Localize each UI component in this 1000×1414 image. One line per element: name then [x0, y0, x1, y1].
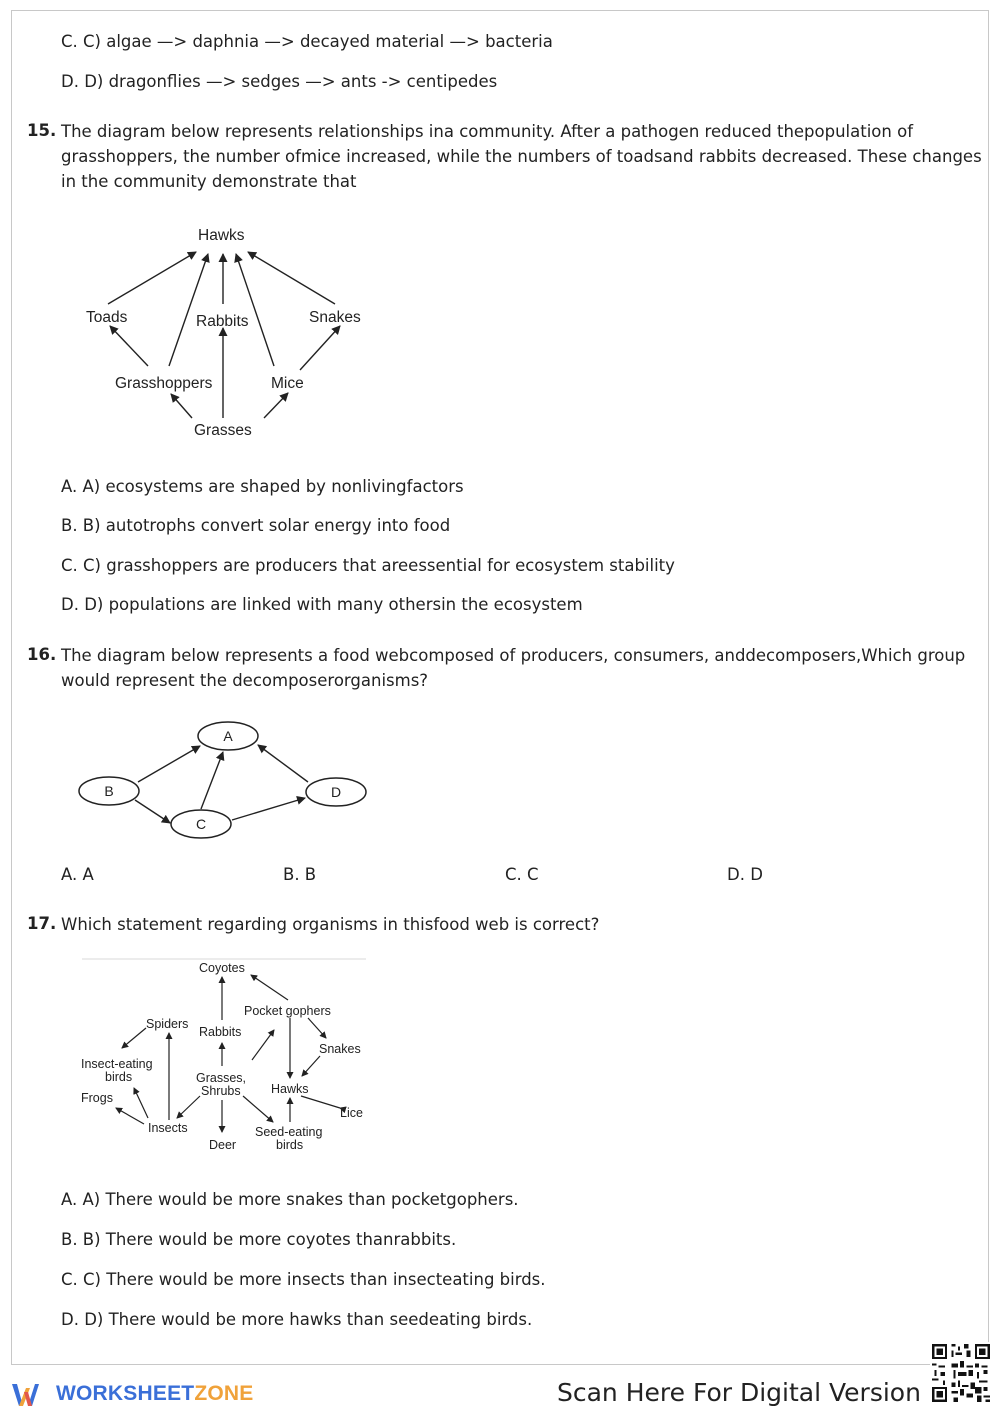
arrow-grasshoppers-toads [110, 326, 148, 366]
label-seed-eating-birds: Seed-eating [255, 1125, 323, 1139]
label-grasses: Grasses [194, 422, 252, 439]
label-grasshoppers: Grasshoppers [115, 375, 213, 392]
q17-food-web-diagram [70, 950, 380, 1160]
q15-food-web-diagram [70, 212, 390, 462]
arrow-grasses-grasshoppers [171, 394, 192, 418]
q14-option-c[interactable]: C. C) algae —> daphnia —> decayed material —> bacteria [61, 32, 553, 51]
arrow-mice-snakes [300, 326, 340, 370]
q16-number: 16. [27, 645, 57, 664]
arrow-grasses-gophers [252, 1030, 274, 1060]
q17-option-d[interactable]: D. D) There would be more hawks than seedeating birds. [61, 1310, 533, 1329]
label-toads: Toads [86, 309, 128, 326]
arrow-c-a [201, 752, 223, 809]
q17-option-b[interactable]: B. B) There would be more coyotes thanrabbits. [61, 1230, 457, 1249]
arrow-spiders-birds [122, 1028, 146, 1048]
q16-food-web-diagram [70, 712, 380, 847]
arrow-b-c [135, 800, 170, 823]
q17-option-c[interactable]: C. C) There would be more insects than insecteating birds. [61, 1270, 546, 1289]
q16-option-a[interactable]: A. A [61, 865, 94, 884]
brand-name-a: WORKSHEET [56, 1382, 195, 1405]
label-deer: Deer [209, 1138, 237, 1152]
label-rabbits: Rabbits [196, 313, 249, 330]
w-logo-icon [10, 1378, 50, 1410]
q15-text-line: in the community demonstrate that [61, 172, 357, 191]
label-hawks: Hawks [271, 1082, 309, 1096]
label-frogs: Frogs [81, 1091, 113, 1105]
q15-option-d[interactable]: D. D) populations are linked with many othersin the ecosystem [61, 595, 583, 614]
node-c-label: C [195, 816, 207, 832]
qr-code-icon[interactable] [930, 1342, 992, 1404]
arrow-grasses-mice [264, 393, 288, 418]
arrow-mice-hawks [236, 254, 274, 366]
arrow-gophers-coyotes [251, 975, 288, 1000]
label-mice: Mice [271, 375, 304, 392]
q16-option-c[interactable]: C. C [505, 865, 539, 884]
arrow-gophers-snakes [308, 1018, 326, 1038]
arrow-insects-frogs [116, 1108, 144, 1124]
q15-option-b[interactable]: B. B) autotrophs convert solar energy into food [61, 516, 451, 535]
label-rabbits: Rabbits [199, 1025, 242, 1039]
arrow-grasses-insects [177, 1096, 200, 1118]
q15-text-line: grasshoppers, the number ofmice increased, while the numbers of toadsand rabbits decreased. These changes [61, 147, 982, 166]
worksheetzone-logo[interactable] [10, 1376, 253, 1412]
q17-question-text [61, 912, 961, 937]
q17-text-line: Which statement regarding organisms in thisfood web is correct? [61, 915, 600, 934]
label-snakes: Snakes [319, 1042, 361, 1056]
q15-number: 15. [27, 121, 57, 140]
node-b-label: B [104, 783, 114, 799]
q16-option-d[interactable]: D. D [727, 865, 763, 884]
q16-option-b[interactable]: B. B [283, 865, 317, 884]
q16-text-line: The diagram below represents a food webcomposed of producers, consumers, anddecomposers,Which group [61, 646, 966, 665]
label-snakes: Snakes [309, 309, 361, 326]
brand-name-b: ZONE [194, 1382, 254, 1405]
q17-option-a[interactable]: A. A) There would be more snakes than pocketgophers. [61, 1190, 519, 1209]
q15-question-text [61, 119, 982, 194]
node-d-label: D [330, 784, 342, 800]
label-coyotes: Coyotes [199, 961, 245, 975]
q14-option-d[interactable]: D. D) dragonflies —> sedges —> ants -> centipedes [61, 72, 498, 91]
arrow-snakes-hawks [302, 1056, 320, 1076]
arrow-insects-birds [134, 1088, 148, 1118]
arrow-grasses-seedbirds [243, 1096, 273, 1122]
brand-name [56, 1382, 253, 1406]
arrow-toads-hawks [108, 252, 196, 304]
label-lice: Lice [340, 1106, 363, 1120]
arrow-d-a [258, 745, 308, 782]
arrow-b-a [138, 746, 200, 782]
label-insect-eating-birds-2: birds [105, 1070, 133, 1084]
arrow-snakes-hawks [248, 252, 335, 304]
arrow-c-d [232, 798, 305, 820]
scan-digital-version-text: Scan Here For Digital Version [557, 1378, 921, 1407]
arrow-grasshoppers-hawks [169, 254, 208, 366]
label-grasses-shrubs-2: Shrubs [201, 1084, 241, 1098]
q15-text-line: The diagram below represents relationships ina community. After a pathogen reduced thepopulation of [61, 122, 914, 141]
q16-question-text [61, 643, 966, 693]
label-spiders: Spiders [146, 1017, 189, 1031]
label-hawks: Hawks [198, 227, 245, 244]
label-insect-eating-birds: Insect-eating [81, 1057, 153, 1071]
node-a-label: A [223, 728, 233, 744]
q17-number: 17. [27, 914, 57, 933]
label-insects: Insects [148, 1121, 188, 1135]
label-pocket-gophers: Pocket gophers [244, 1004, 331, 1018]
q15-option-a[interactable]: A. A) ecosystems are shaped by nonlivingfactors [61, 477, 464, 496]
arrow-hawks-lice [301, 1096, 340, 1108]
q16-text-line: would represent the decomposerorganisms? [61, 671, 429, 690]
q15-option-c[interactable]: C. C) grasshoppers are producers that areessential for ecosystem stability [61, 556, 675, 575]
label-grasses-shrubs: Grasses, [196, 1071, 247, 1085]
label-seed-eating-birds-2: birds [276, 1138, 304, 1152]
